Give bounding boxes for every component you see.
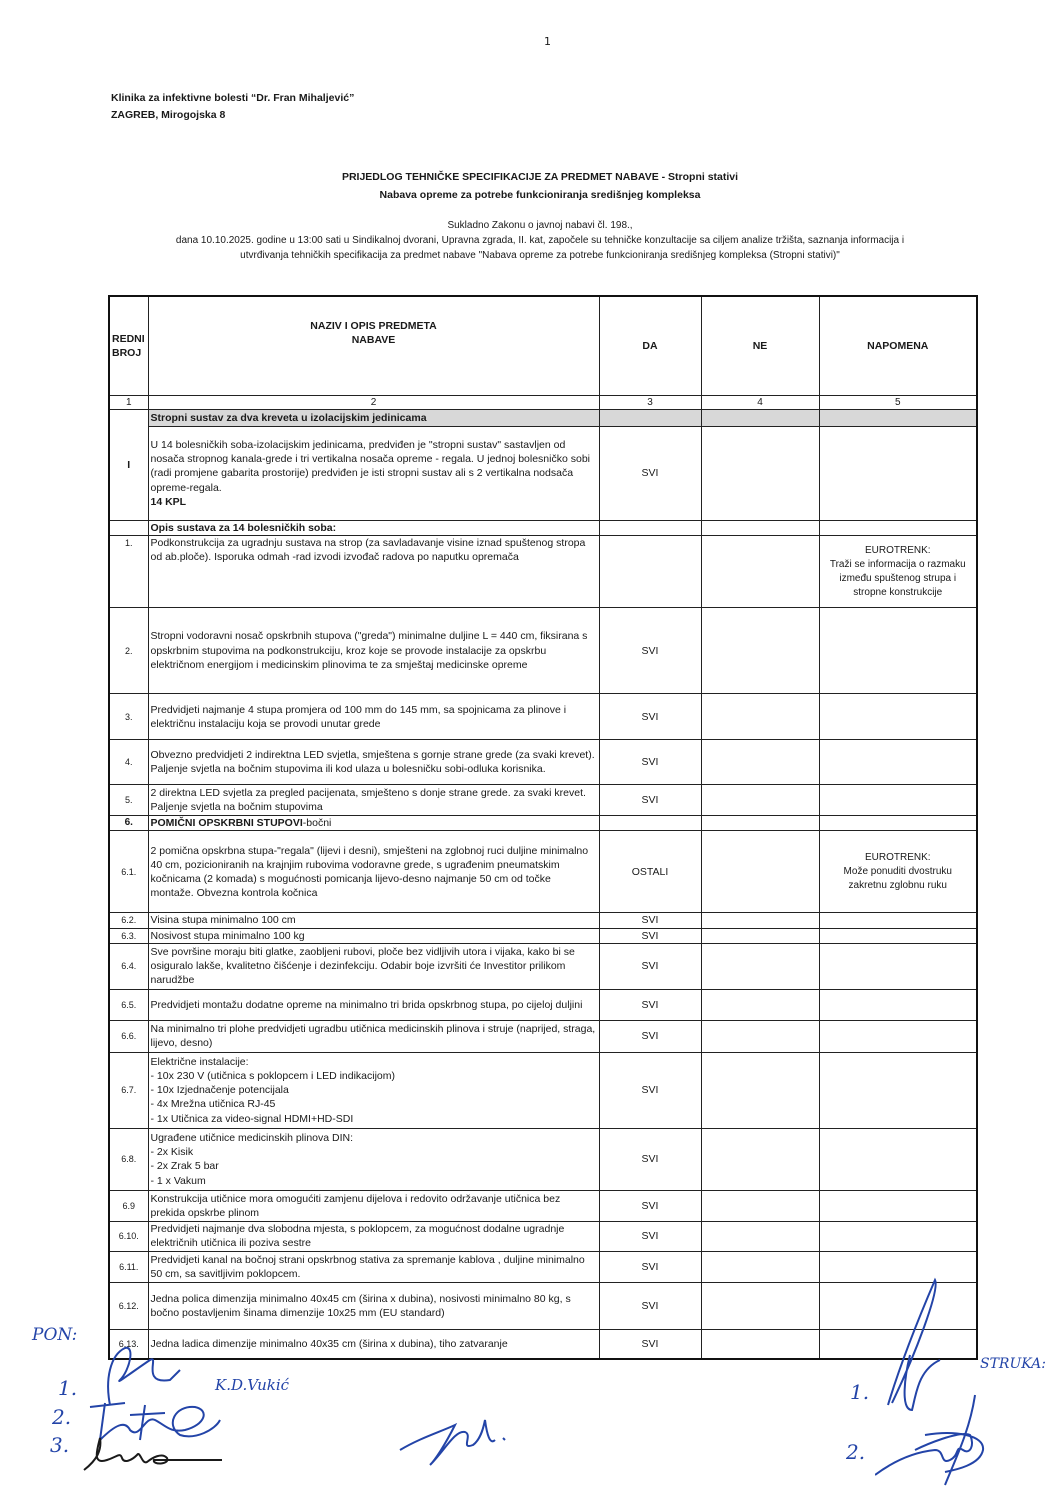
row-ne [701, 928, 819, 943]
row-number: 6.8. [109, 1128, 148, 1190]
row-number: 6.7. [109, 1052, 148, 1128]
table-row [109, 1329, 977, 1359]
row-number: 6.4. [109, 943, 148, 989]
section-title-bold: POMIČNI OPSKRBNI STUPOVI [150, 817, 303, 830]
row-napomena [819, 1052, 977, 1128]
row-da: SVI [599, 928, 701, 943]
item-I-quantity: 14 KPL [150, 495, 187, 508]
row-description: Jedna ladica dimenzije minimalno 40x35 cm (širina x dubina), tiho zatvaranje [148, 1329, 599, 1359]
table-row [109, 913, 977, 928]
row-description [148, 816, 599, 831]
handwritten-number: 1. [850, 1380, 870, 1404]
row-description: Na minimalno tri plohe predvidjeti ugradbu utičnica medicinskih plinova i struje (naprijed, straga, lijevo, desno) [148, 1020, 599, 1052]
row-ne [701, 740, 819, 785]
signature-icon [395, 1410, 515, 1470]
row-description: Nosivost stupa minimalno 100 kg [148, 928, 599, 943]
row-da: SVI [599, 608, 701, 694]
table-row-section [109, 816, 977, 831]
list-line: - 2x Kisik [150, 1146, 194, 1159]
table-row [109, 785, 977, 816]
row-ne [701, 816, 819, 831]
row-description [148, 1128, 599, 1190]
row-ne [701, 1329, 819, 1359]
list-line: Ugrađene utičnice medicinskih plinova DIN: [150, 1131, 354, 1144]
list-line: - 10x 230 V (utičnica s poklopcem i LED indikacijom) [150, 1070, 396, 1082]
napomena-title: EUROTRENK: [864, 545, 931, 557]
column-number: 5 [819, 396, 977, 410]
institution-name: Klinika za infektivne bolesti “Dr. Fran Mihaljević” [111, 92, 355, 104]
title-line-1: PRIJEDLOG TEHNIČKE SPECIFIKACIJE ZA PREDMET NABAVE - Stropni stativi [341, 171, 739, 183]
row-napomena [819, 1020, 977, 1052]
row-napomena [819, 740, 977, 785]
table-row [109, 1190, 977, 1221]
row-da: SVI [599, 427, 701, 521]
row-napomena [819, 427, 977, 521]
table-row [109, 1052, 977, 1128]
section-title: Stropni sustav za dva kreveta u izolacijskim jedinicama [148, 410, 599, 427]
row-da: SVI [599, 989, 701, 1020]
row-number: 6. [109, 816, 148, 831]
signature-pon-3 [82, 1430, 232, 1475]
row-da: SVI [599, 1282, 701, 1329]
specification-table [108, 295, 978, 1360]
page-number: 1 [544, 35, 551, 48]
handwritten-number: 2. [52, 1405, 72, 1429]
table-row-I [109, 427, 977, 521]
row-ne [701, 694, 819, 740]
header-ne: NE [701, 296, 819, 396]
row-number: 6.2. [109, 913, 148, 928]
intro-line-1: Sukladno Zakonu o javnoj nabavi čl. 198., [447, 220, 633, 231]
handwritten-struka-label: STRUKA: [980, 1356, 1046, 1372]
row-da: SVI [599, 913, 701, 928]
row-da: OSTALI [599, 831, 701, 913]
column-number: 2 [148, 396, 599, 410]
empty-cell [599, 410, 701, 427]
table-row [109, 1251, 977, 1282]
row-ne [701, 1128, 819, 1190]
table-row [109, 1128, 977, 1190]
row-da [599, 536, 701, 608]
table-row [109, 1020, 977, 1052]
section-title-row [109, 410, 977, 427]
signature-struka-2 [875, 1390, 995, 1490]
list-line: - 1x Utičnica za video-signal HDMI+HD-SDI [150, 1112, 354, 1125]
row-description: Stropni vodoravni nosač opskrbnih stupova ("greda") minimalne duljine L = 440 cm, fiksirana s opskrbnim stupovima na podkonstrukciju, kroz koje se provode instalacije za opskrbu električnom energijom i medicinskim plinovima te za smještaj medicinske opreme [148, 608, 599, 694]
table-row [109, 831, 977, 913]
column-number: 4 [701, 396, 819, 410]
row-description [148, 1052, 599, 1128]
table-row [109, 989, 977, 1020]
signature-icon [875, 1390, 995, 1490]
row-number: 6.9 [109, 1190, 148, 1221]
row-number: 6.12. [109, 1282, 148, 1329]
header-naziv-line-1: NAZIV I OPIS PREDMETA [310, 320, 437, 332]
row-number: 4. [109, 740, 148, 785]
row-description: 2 pomična opskrbna stupa-"regala" (lijevi i desni), smješteni na zglobnoj ruci duljine minimalno 40 cm, pozicioniranih na krajnjim rubovima vodoravne grede, s ugrađenim pneumatskim kočnicama (2 komada) s mogućnosti pomicanja lijevo-desno najmanje 50 cm od točke montaže. Obvezna kontrola kočnica [148, 831, 599, 913]
row-number: 6.10. [109, 1221, 148, 1251]
row-napomena [819, 1221, 977, 1251]
row-description: Podkonstrukcija za ugradnju sustava na strop (za savladavanje visine iznad spuštenog stropa od ab.ploče). Isporuka odmah -rad izvodi izvođač radova po naputku opremača [148, 536, 599, 608]
empty-cell [819, 410, 977, 427]
row-da: SVI [599, 1221, 701, 1251]
subsection-title-row [109, 521, 977, 536]
row-da: SVI [599, 785, 701, 816]
row-da: SVI [599, 1190, 701, 1221]
row-ne [701, 1282, 819, 1329]
intro-line-2: dana 10.10.2025. godine u 13:00 sati u Sindikalnoj dvorani, Upravna zgrada, II. kat, započele su tehničke konzultacije sa ciljem analize tržišta, saznanja informacija i [175, 235, 905, 246]
row-description: Predvidjeti najmanje dva slobodna mjesta, s poklopcem, za mogućnost dodalne ugradnje električnih utičnica ili poziva sestre [148, 1221, 599, 1251]
row-ne [701, 1190, 819, 1221]
row-napomena [819, 694, 977, 740]
table-row [109, 928, 977, 943]
row-number: 6.6. [109, 1020, 148, 1052]
column-number: 1 [109, 396, 148, 410]
header-redni-broj [109, 296, 148, 396]
header-redni-broj-label: REDNI BROJ [112, 332, 145, 359]
row-description [148, 427, 599, 521]
row-ne [701, 989, 819, 1020]
row-number: 6.11. [109, 1251, 148, 1282]
row-napomena [819, 943, 977, 989]
row-number: 3. [109, 694, 148, 740]
column-number: 3 [599, 396, 701, 410]
row-description: Visina stupa minimalno 100 cm [148, 913, 599, 928]
row-description: Predvidjeti montažu dodatne opreme na minimalno tri brida opskrbnog stupa, po cijeloj duljini [148, 989, 599, 1020]
row-ne [701, 831, 819, 913]
row-da: SVI [599, 1329, 701, 1359]
row-number: 1. [109, 536, 148, 608]
handwritten-number: 2. [846, 1440, 866, 1464]
row-da: SVI [599, 1020, 701, 1052]
row-description: Konstrukcija utičnice mora omogućiti zamjenu dijelova i redovito održavanje utičnica bez prekida opskrbe plinom [148, 1190, 599, 1221]
table-row [109, 1221, 977, 1251]
row-napomena [819, 989, 977, 1020]
document-title [100, 168, 980, 204]
row-description: Jedna polica dimenzija minimalno 40x45 cm (širina x dubina), nosivosti minimalno 80 kg, s bočno postavljenim šinama dimenzije 10x25 mm (EU standard) [148, 1282, 599, 1329]
handwritten-name: K.D.Vukić [215, 1376, 290, 1394]
section-title-suffix: -bočni [302, 817, 332, 830]
table-row [109, 608, 977, 694]
row-napomena [819, 913, 977, 928]
row-ne [701, 536, 819, 608]
column-number-row [109, 396, 977, 410]
row-napomena [819, 1190, 977, 1221]
row-number: 6.13. [109, 1329, 148, 1359]
row-napomena [819, 831, 977, 913]
handwritten-number: 3. [50, 1433, 70, 1457]
row-description: Obvezno predvidjeti 2 indirektna LED svjetla, smještena s gornje strane grede (za svaki krevet). Paljenje svjetla na bočnim stupovima ili kod ulaza u bolesničku sobi-odluka korisnika. [148, 740, 599, 785]
intro-paragraph [96, 218, 984, 263]
signature-center [395, 1410, 515, 1470]
row-number: 5. [109, 785, 148, 816]
header-naziv-line-2: NABAVE [351, 334, 396, 347]
row-number: 2. [109, 608, 148, 694]
intro-line-3: utvrđivanja tehničkih specifikacija za predmet nabave "Nabava opreme za potrebe funkcioniranja središnjeg kompleksa (Stropni stativi)" [240, 250, 840, 261]
row-napomena [819, 785, 977, 816]
table-row [109, 536, 977, 608]
table-header-row [109, 296, 977, 396]
list-line: - 1 x Vakum [150, 1174, 206, 1187]
empty-cell [599, 521, 701, 536]
signature-icon [82, 1430, 232, 1475]
institution-header [111, 90, 354, 124]
row-da: SVI [599, 943, 701, 989]
row-ne [701, 1020, 819, 1052]
row-number: 6.3. [109, 928, 148, 943]
row-ne [701, 608, 819, 694]
row-napomena [819, 536, 977, 608]
row-da: SVI [599, 1251, 701, 1282]
napomena-text: Može ponuditi dvostruku zakretnu zglobnu ruku [843, 865, 952, 891]
header-naziv [148, 296, 599, 396]
row-number: I [109, 410, 148, 521]
row-da: SVI [599, 1128, 701, 1190]
title-line-2: Nabava opreme za potrebe funkcioniranja središnjeg kompleksa [379, 189, 701, 201]
row-ne [701, 1052, 819, 1128]
row-da: SVI [599, 694, 701, 740]
table-row [109, 943, 977, 989]
list-line: - 4x Mrežna utičnica RJ-45 [150, 1098, 276, 1111]
list-line: - 10x Izjednačenje potencijala [150, 1084, 289, 1097]
table-row [109, 740, 977, 785]
row-ne [701, 943, 819, 989]
empty-cell [701, 410, 819, 427]
handwritten-number: 1. [58, 1376, 78, 1400]
list-line: Električne instalacije: [150, 1055, 249, 1068]
napomena-title: EUROTRENK: [864, 851, 931, 863]
row-da [599, 816, 701, 831]
row-description: Predvidjeti kanal na bočnoj strani opskrbnog stativa za spremanje kablova , duljine minimalno 50 cm, sa savitljivim poklopcem. [148, 1251, 599, 1282]
row-ne [701, 1251, 819, 1282]
row-napomena [819, 928, 977, 943]
row-ne [701, 785, 819, 816]
header-napomena: NAPOMENA [819, 296, 977, 396]
row-ne [701, 913, 819, 928]
row-napomena [819, 816, 977, 831]
subsection-title: Opis sustava za 14 bolesničkih soba: [148, 521, 599, 536]
institution-address: ZAGREB, Mirogojska 8 [111, 109, 226, 121]
row-description: 2 direktna LED svjetla za pregled pacijenata, smješteno s donje strane grede. za svaki krevet. Paljenje svjetla na bočnim stupovima [148, 785, 599, 816]
row-number: 6.1. [109, 831, 148, 913]
row-description: Sve površine moraju biti glatke, zaobljeni rubovi, ploče bez vidljivih utora i vijaka, kako bi se osiguralo lakše, kvalitetno čišćenje i dezinfekciju. Odabir boje izvršiti će Investitor prilikom narudžbe [148, 943, 599, 989]
header-da: DA [599, 296, 701, 396]
item-I-text: U 14 bolesničkih soba-izolacijskim jedinicama, predviđen je "stropni sustav" sastavljen od nosača stropnog kanala-grede i tri vertikalna nosača opreme - regala. U jednoj bolesničko sobi (radi promjene gabarita prostorije) predviđen je isti stropni sustav ali s 2 vertikalna nodsača opreme-regala. [150, 438, 590, 494]
empty-cell [701, 521, 819, 536]
table-row [109, 694, 977, 740]
row-da: SVI [599, 1052, 701, 1128]
table-row [109, 1282, 977, 1329]
list-line: - 2x Zrak 5 bar [150, 1160, 219, 1173]
handwritten-pon-label: PON: [32, 1325, 78, 1345]
row-number: 6.5. [109, 989, 148, 1020]
empty-cell [109, 521, 148, 536]
row-napomena [819, 608, 977, 694]
row-ne [701, 1221, 819, 1251]
row-ne [701, 427, 819, 521]
napomena-text: Traži se informacija o razmaku između spuštenog strupa i stropne konstrukcije [829, 559, 966, 599]
row-napomena [819, 1128, 977, 1190]
row-description: Predvidjeti najmanje 4 stupa promjera od 100 mm do 145 mm, sa spojnicama za plinove i električnu instalaciju koja se provodi unutar grede [148, 694, 599, 740]
row-da: SVI [599, 740, 701, 785]
empty-cell [819, 521, 977, 536]
